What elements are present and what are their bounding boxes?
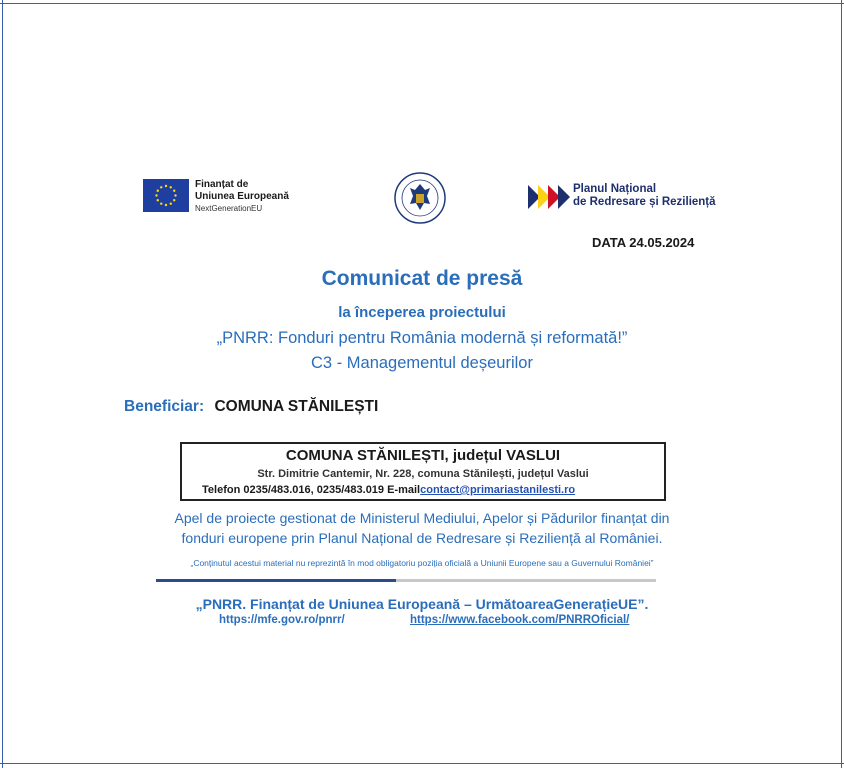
eu-logo-line1: Finanțat de	[195, 179, 249, 190]
eu-logo-line3: NextGenerationEU	[195, 204, 263, 213]
contact-box	[180, 442, 666, 501]
contact-box-title: COMUNA STĂNILEȘTI, județul VASLUI	[285, 447, 561, 464]
pnrr-logo	[528, 183, 728, 213]
facebook-link[interactable]: https://www.facebook.com/PNRROficial/	[410, 614, 630, 626]
eu-funding-logo	[143, 179, 303, 215]
page-subtitle: la începerea proiectului	[338, 304, 506, 321]
pnrr-logo-line2: de Redresare și Reziliență	[573, 196, 716, 208]
mfe-link[interactable]: https://mfe.gov.ro/pnrr/	[219, 614, 345, 626]
contact-email-link[interactable]: contact@primariastanilesti.ro	[420, 484, 576, 496]
beneficiary-line	[124, 398, 378, 416]
page-frame-top	[0, 0, 844, 6]
pnrr-arrows-icon	[528, 185, 570, 209]
page-frame-bottom	[0, 763, 844, 764]
divider-progress-fill	[156, 579, 396, 582]
project-component: C3 - Managementul deșeurilor	[311, 354, 533, 372]
page-title: Comunicat de presă	[321, 267, 523, 290]
contact-phone-email	[202, 484, 575, 496]
disclaimer: „Conținutul acestui material nu reprezintă în mod obligatoriu poziția oficială a Uniunii Europene sau a Guvernului României”	[190, 558, 654, 568]
government-seal-icon	[394, 172, 446, 224]
page-frame-right	[841, 0, 842, 768]
project-name: „PNRR: Fonduri pentru România modernă și reformată!”	[216, 329, 628, 347]
document-date: DATA 24.05.2024	[592, 235, 695, 250]
eu-logo-line2: Uniunea Europeană	[195, 191, 289, 202]
contact-address: Str. Dimitrie Cantemir, Nr. 228, comuna Stănilești, județul Vaslui	[257, 468, 589, 480]
beneficiary-label: Beneficiar:	[124, 398, 205, 415]
beneficiary-value: COMUNA STĂNILEȘTI	[214, 398, 379, 415]
pnrr-logo-line1: Planul Național	[573, 183, 657, 195]
eu-flag-icon	[143, 179, 189, 212]
slogan: „PNRR. Finanțat de Uniunea Europeană – UrmătoareaGenerațieUE”.	[195, 596, 649, 612]
call-text-line2: fonduri europene prin Planul Național de Redresare și Reziliență al României.	[181, 530, 663, 546]
call-text-line1: Apel de proiecte gestionat de Ministerul Mediului, Apelor și Pădurilor finanțat din	[174, 510, 670, 526]
contact-phone: Telefon 0235/483.016, 0235/483.019 E-mail	[202, 484, 421, 496]
divider-progress-bar	[156, 579, 656, 582]
page-frame-left	[2, 0, 3, 768]
